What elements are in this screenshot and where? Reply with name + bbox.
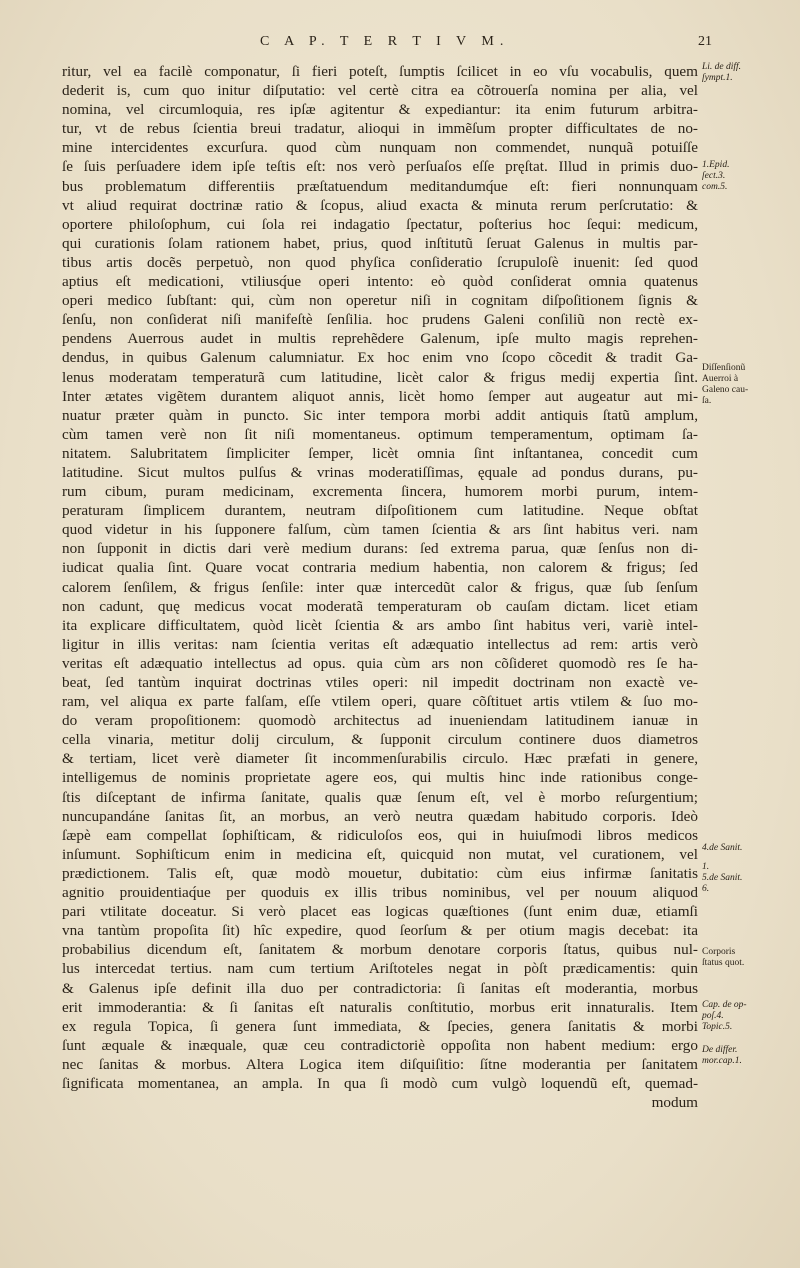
text-line: calorem ſenſilem, & frigus ſenſile: inter quæ intercedũt calor & frigus, quæ ſub ſenſum [62, 578, 698, 596]
margin-note-line: Diſſenſionũ [702, 363, 746, 373]
margin-note [702, 363, 794, 407]
text-line: nec ſanitas & morbus. Altera Logica item diſquiſitio: ſítne moderantia per ſanitatem [62, 1055, 698, 1073]
margin-note-line: De differ. [702, 1045, 738, 1055]
margin-note-line: Li. de diff. [702, 62, 742, 72]
margin-note-line: poſ.4. [702, 1011, 724, 1021]
margin-note-line: ſympt.1. [702, 73, 733, 83]
text-line: do veram propoſitionem: quomodò architectus ad inueniendam latitudinem ianuæ in [62, 712, 698, 730]
margin-note-line: com.5. [702, 182, 728, 192]
text-line: ſenſu, non conſiderat niſi manifeſtè ſenſilia. hoc prudens Galeni conſiliũ non rectè ex- [62, 311, 698, 329]
margin-note [702, 160, 794, 193]
text-line: dederit is, cum quo initur diſputatio: vel certè citra ea cõtrouerſa nomina per alia, vel [62, 82, 698, 100]
text-line: cella vinaria, metitur dolij circulum, & ſupponit circulum continere duos diametros [62, 731, 698, 749]
text-line: tur, vt de rebus ſcientia breui tradatur, alioqui in immẽſum propter difficultates de no- [62, 120, 698, 138]
text-line: operi medico ſubſtant: qui, cùm non operetur niſi in cognitam diſpoſitionem ſignis & [62, 292, 698, 310]
text-line: pari vtilitate doceatur. Si verò placet eas logicas quæſtiones (ſunt enim duæ, etiamſi [62, 903, 698, 921]
text-line: lus intercedat tertius. nam cum tertium Ariſtoteles negat in pòſt prædicamentis: quin [62, 960, 698, 978]
text-line: rum cibum, puram medicinam, excrementa ſincera, humorem morbi purum, intem- [62, 483, 698, 501]
margin-note-line: 1. [702, 862, 710, 872]
margin-note-line: 5.de Sanit. [702, 873, 743, 883]
text-line: ligitur in illis veritas: nam ſcientia veritas eſt adæquatio intellectus ad rem: artis verò [62, 635, 698, 653]
margin-note [702, 843, 794, 854]
text-line: non ſupponit in dictis dari verè medium durans: ſed extrema parua, quæ ſenſus non di- [62, 540, 698, 558]
margin-note [702, 1045, 794, 1067]
body-text [62, 62, 698, 1112]
text-line: ita explicare difficultatem, quòd licèt ſcientia & ars ambo ſint habitus veri, variè intel- [62, 616, 698, 634]
text-line: vna tantùm propoſita ſit) hîc expedire, quod ſeorſum & per otium magis decebat: ita [62, 922, 698, 940]
margin-note-line: Cap. de op- [702, 1000, 747, 1010]
margin-note-line: 6. [702, 884, 710, 894]
text-line: non cadunt, quę medicus vocat moderatã temperaturam ob cauſam dictam. licet etiam [62, 597, 698, 615]
margin-note-line: ſect.3. [702, 171, 726, 181]
text-line: cùm tamen verè non ſit niſi momentaneus. optimum temperamentum, optimam ſa- [62, 425, 698, 443]
text-line: probabilius dicendum eſt, ſanitatem & morbum denotare corporis ſtatus, quibus nul- [62, 941, 698, 959]
text-line: pendens Auerrous audet in multis reprehẽdere Galenum, ipſe multo magis reprehen- [62, 330, 698, 348]
text-line: nuatur præter quàm in puncto. Sic inter tempora morbi addit antiquis ſtatũ amplum, [62, 406, 698, 424]
text-line: vt aliud requirat doctrinæ ratio & ſcopus, aliud exacta & minuta rerum perſcrutatio: & [62, 196, 698, 214]
text-line: ſunt æquale & inæquale, quæ ceu contradictoriè oppoſita non habent medium: ergo [62, 1036, 698, 1054]
margin-note-line: Topic.5. [702, 1022, 733, 1032]
text-line: ſe ſuis perſuadere idem ipſe teſtis eſt: nos verò perſuaſos eſſe pręſtat. Illud in primis duo- [62, 158, 698, 176]
text-line: qui curationis ſolam rationem habet, prius, quod inſtitutũ ſeruat Galenus in multis par- [62, 234, 698, 252]
text-line: agnitio prouidentiaq́ue per quoduis ex illis tribus nominibus, vel per nouum aliquod [62, 884, 698, 902]
page-number: 21 [698, 34, 712, 49]
text-line: modum [651, 1094, 698, 1112]
margin-note-line: Corporis [702, 947, 736, 957]
text-line: & tertiam, licet verè diameter ſit incommenſurabilis circulo. Hæc præfati in genere, [62, 750, 698, 768]
margin-note-line: ſa. [702, 396, 712, 406]
text-line: bus problematum differentiis præſtatuendum meditandumq́ue eſt: fieri nonnunquam [62, 177, 698, 195]
text-line: latitudine. Sicut multos pulſus & vrinas moderatiſſimas, ęquale ad pondus durans, pu- [62, 463, 698, 481]
text-line: tibus artis docẽs perpetuò, non quod phyſica conſideratio ſcrupuloſè inuenit: ſed quod [62, 253, 698, 271]
text-line: lenus moderatam temperaturã cum latitudine, licèt calor & frigus medij expertia ſint. [62, 368, 698, 386]
margin-note [702, 1000, 794, 1033]
text-line: inſumunt. Sophiſticum enim in medicina eſt, quicquid non mutat, vel curationem, vel [62, 845, 698, 863]
text-line: oportere philoſophum, cui ſola rei indagatio ſpectatur, poſterius hoc ſequi: medicum, [62, 215, 698, 233]
text-line: beat, ſed tantùm inquirat doctrinas vtiles operi: nil impedit doctrinam non exactè ve- [62, 674, 698, 691]
margin-note-line: Galeno cau- [702, 385, 749, 395]
running-head [60, 34, 712, 56]
margin-note-line: Auerroi à [702, 374, 739, 384]
text-line: intelligemus de nominis proprietate agere eos, qui multis hinc inde rationibus conge- [62, 769, 698, 787]
text-line: aptius eſt medicationi, vtiliusq́ue operi intento: eò quòd conſiderat omnia quatenus [62, 273, 698, 291]
text-line: ritur, vel ea facilè componatur, ſi fieri poteſt, ſumptis ſcilicet in eo vſu vocabulis, quem [62, 63, 698, 80]
margin-note-line: 4.de Sanit. [702, 843, 743, 853]
text-line: ſtis diſceptant de infirma ſanitate, qualis quæ ſenum eſt, vel è morbo reſurgentium; [62, 788, 698, 806]
text-line: nuncupandáne ſanitas ſit, an morbus, an verò neutra quædam habitudo corporis. Ideò [62, 807, 698, 825]
text-line: nitatem. Salubritatem ſimpliciter ſemper, licèt omnia ſint inſtantanea, concedit cum [62, 444, 698, 462]
text-line: erit immoderantia: & ſi ſanitas eſt naturalis conſtitutio, morbus erit innaturalis. Item [62, 998, 698, 1016]
text-line: quod videtur in his ſupponere falſum, cùm tamen ſcientia & ars ſint habitus veri. nam [62, 521, 698, 539]
text-line: iudicat qualia ſint. Quare vocat contraria medium habentia, non calorem & frigus; ſed [62, 559, 698, 577]
text-line: prædictionem. Talis eſt, quæ modò mouetur, dubitatio: cùm eius infirmæ ſanitatis [62, 864, 698, 882]
text-line: veritas eſt adæquatio intellectus ad opus. quia cùm ars non cõſideret quomodò res ſe ha- [62, 654, 698, 672]
running-title: C A P. T E R T I V M. [260, 34, 510, 49]
margin-note [702, 947, 794, 969]
margin-note-line: mor.cap.1. [702, 1056, 742, 1066]
margin-note [702, 862, 794, 895]
margin-note [702, 62, 794, 84]
text-line: ram, vel aliqua ex parte falſam, eſſe vtilem operi, quare cõſtituet artis vtilem & ſuo mo- [62, 693, 698, 711]
text-line: mine intercidentes excurſura. quod cùm nunquam non commendet, nunquã potuiſſe [62, 139, 698, 157]
text-line: ſæpè eam compellat ſophiſticam, & ridiculoſos eos, qui in huiuſmodi libros medicos [62, 826, 698, 844]
text-line: ex regula Topica, ſi genera ſunt immediata, & ſpecies, genera ſanitatis & morbi [62, 1017, 698, 1035]
text-line: peraturam ſimplicem durantem, neutram diſpoſitionem cum latitudine. Neque obſtat [62, 502, 698, 520]
text-line: Inter ætates vigẽtem durantem aliquot annis, licèt homo ſemper aut augeatur aut mi- [62, 387, 698, 405]
text-line: nomina, vel circumloquia, res ipſæ agitentur & expediantur: ita enim futurum arbitra- [62, 101, 698, 119]
text-line: dendus, in quibus Galenum calumniatur. Ex hoc enim vno ſcopo cõcedit & tradit Ga- [62, 349, 698, 367]
margin-note-line: 1.Epid. [702, 160, 730, 170]
text-line: & Galenus ipſe definit illa duo per contradictoria: ſi ſanitas eſt moderantia, morbus [62, 979, 698, 997]
margin-note-line: ſtatus quot. [702, 958, 745, 968]
text-line: ſignificata momentanea, an ampla. In qua ſi modò cum vulgò loquendũ eſt, quemad- [62, 1074, 698, 1092]
